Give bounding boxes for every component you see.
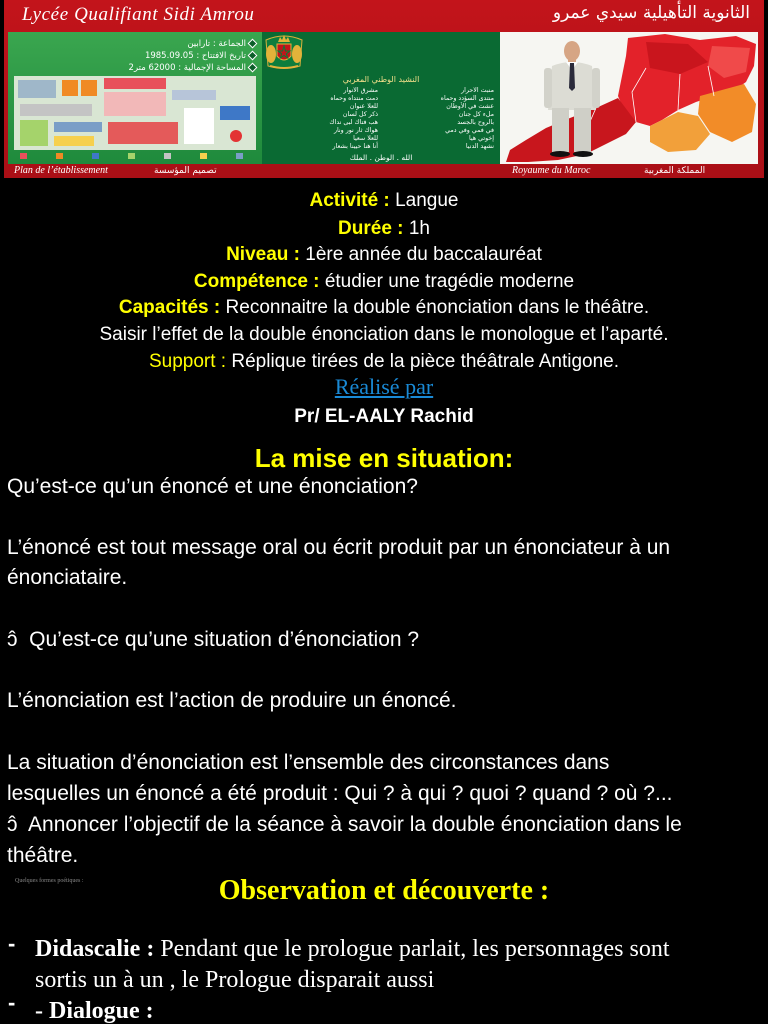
activity-line — [0, 190, 768, 212]
anthem-line: نشهد الدنيا — [465, 143, 494, 150]
situation-question: ɔ̂ Qu’est-ce qu’une situation d’énonciation ? — [7, 628, 420, 651]
anthem-panel — [262, 32, 500, 164]
situation-text-line: L’énoncé est tout message oral ou écrit produit par un énonciateur à un — [7, 536, 671, 559]
capacities-line-2: Saisir l’effet de la double énonciation dans le monologue et l’aparté. — [99, 324, 669, 345]
opening-date-text: تاريخ الافتتاح : 1985.09.05 — [144, 51, 246, 61]
competence-line — [0, 271, 768, 293]
anthem-heading: النشيد الوطني المغربي — [342, 75, 420, 84]
bullet-icon — [248, 63, 258, 73]
anthem-line: منتدى السؤدد وحماه — [440, 95, 494, 102]
situation-text-line: La situation d’énonciation est l’ensemble des circonstances dans — [7, 751, 610, 774]
competence-label: Compétence : — [193, 271, 320, 292]
commune-text: الجماعة : تارابين — [187, 39, 246, 49]
anthem-right-column — [386, 87, 494, 151]
plan-legend — [20, 153, 243, 159]
kingdom-illustration — [500, 32, 758, 164]
capacities-value: Reconnaitre la double énonciation dans le théâtre. — [225, 297, 650, 318]
level-line — [0, 244, 768, 266]
anthem-line: منبت الأحرار — [461, 87, 494, 94]
anthem-line: بالروح بالجسد — [457, 119, 494, 126]
anthem-line: ذكر كل لسان — [342, 111, 378, 118]
level-label: Niveau : — [226, 244, 300, 265]
author-name: Pr/ EL-AALY Rachid — [294, 406, 474, 427]
kingdom-caption-ar: المملكة المغربية — [644, 166, 706, 176]
school-name-fr: Lycée Qualifiant Sidi Amrou — [22, 4, 255, 25]
list-item-term: - Dialogue : — [35, 998, 154, 1024]
school-name-ar: الثانوية التأهيلية سيدي عمرو — [552, 3, 750, 23]
support-line — [0, 351, 768, 373]
support-label: Support : — [148, 351, 227, 372]
anthem-left-column — [270, 87, 378, 151]
situation-text-line: lesquelles un énoncé a été produit : Qui ? à qui ? quoi ? quand ? où ?... — [7, 782, 673, 805]
bullet-icon — [248, 51, 258, 61]
situation-text-line: énonciataire. — [7, 566, 128, 589]
list-item-term: Didascalie : — [35, 936, 155, 962]
school-info — [129, 38, 256, 74]
national-motto: الله . الوطن . الملك — [349, 153, 413, 162]
bullet-marker: - — [8, 990, 16, 1015]
moroccan-emblem — [262, 32, 306, 70]
school-info-line — [129, 50, 256, 62]
anthem-line: مشرق الأنوار — [343, 87, 378, 94]
level-value: 1ère année du baccalauréat — [305, 244, 542, 265]
anthem-line: إخوتي هيا — [468, 135, 494, 142]
capacities-label: Capacités : — [118, 297, 221, 318]
list-item-dialogue — [35, 999, 154, 1023]
anthem-line: هب فتاك لبى نداك — [329, 119, 378, 126]
total-area-text: المساحة الإجمالية : 62000 متر2 — [128, 63, 246, 73]
anthem-line: ملء كل جنان — [458, 111, 494, 118]
anthem-line: دمت منتداه وحماه — [330, 95, 378, 102]
anthem-line: للعلا عنوان — [349, 103, 378, 110]
plan-caption-ar: تصميم المؤسسة — [154, 166, 217, 176]
situation-heading: La mise en situation: — [254, 443, 514, 473]
school-banner — [4, 0, 764, 178]
duration-line — [0, 218, 768, 240]
duration-label: Durée : — [338, 218, 404, 239]
kingdom-caption-fr: Royaume du Maroc — [512, 165, 591, 176]
morocco-map — [506, 34, 756, 162]
plan-caption-fr: Plan de l’établissement — [14, 165, 108, 176]
activity-label: Activité : — [309, 190, 390, 211]
anthem-line: عشت في الأوطان — [446, 103, 494, 110]
school-info-line — [129, 62, 256, 74]
anthem-line: هواك ثار نور ونار — [333, 127, 378, 134]
anthem-line: للعلا سعيا — [353, 135, 378, 142]
list-item-text: Pendant que le prologue parlait, les personnages sont — [160, 936, 670, 962]
capacities-line — [0, 297, 768, 319]
small-note: Quelques formes poétiques : — [15, 878, 84, 884]
support-value: Réplique tirées de la pièce théâtrale Antigone. — [231, 351, 620, 372]
situation-objective-line: théâtre. — [7, 844, 79, 867]
activity-value: Langue — [395, 190, 459, 211]
kingdom-panel — [500, 32, 758, 164]
author-credit-link[interactable]: Réalisé par — [334, 374, 434, 399]
list-item-didascalie — [35, 935, 670, 963]
plan-panel — [8, 32, 262, 164]
situation-objective-line: ɔ̂ Annoncer l’objectif de la séance à savoir la double énonciation dans le — [7, 813, 682, 836]
school-info-line — [129, 38, 256, 50]
situation-text-line: L’énonciation est l’action de produire un énoncé. — [7, 689, 457, 712]
bullet-icon — [248, 39, 258, 49]
anthem-line: أنا هنا حيينا بشعار — [332, 143, 378, 150]
duration-value: 1h — [408, 218, 430, 239]
situation-question: Qu’est-ce qu’un énoncé et une énonciation? — [7, 475, 418, 498]
list-item-text: sortis un à un , le Prologue disparait aussi — [35, 967, 435, 993]
anthem-line: في فمي وفي دمي — [445, 127, 494, 134]
discovery-heading: Observation et découverte : — [218, 875, 550, 906]
competence-value: étudier une tragédie moderne — [324, 271, 575, 292]
bullet-marker: - — [8, 931, 16, 956]
